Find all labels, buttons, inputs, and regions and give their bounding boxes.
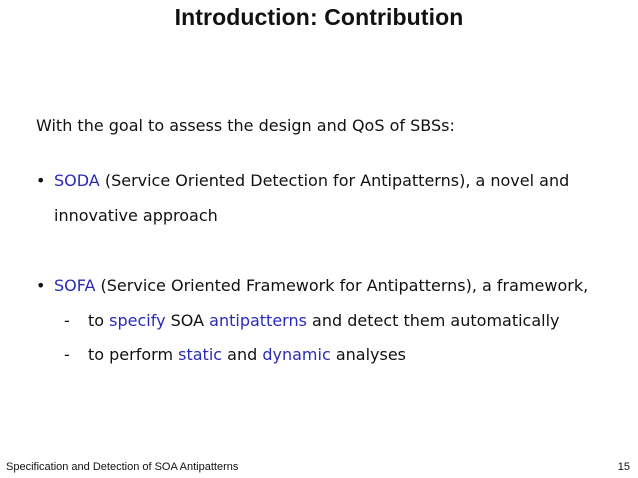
- sub-item-dash: -: [64, 345, 70, 364]
- keyword-soda: SODA: [54, 171, 100, 190]
- bullet-soda-body: [54, 171, 569, 190]
- slide-title: Introduction: Contribution: [174, 4, 464, 30]
- footer-title: Specification and Detection of SOA Antipatterns: [6, 461, 239, 473]
- sub-text: and detect them automatically: [306, 311, 560, 330]
- sub-item-analyses-body: [88, 345, 406, 364]
- keyword-static: static: [178, 345, 223, 364]
- bullet-sofa-body: [54, 276, 588, 295]
- sub-text: analyses: [330, 345, 407, 364]
- sub-item-specify-body: [88, 311, 560, 330]
- sub-text: to: [88, 311, 110, 330]
- keyword-sofa: SOFA: [54, 276, 96, 295]
- bullet-marker: •: [36, 171, 46, 190]
- sub-text: SOA: [165, 311, 210, 330]
- page-number: 15: [617, 461, 630, 473]
- sub-text: to perform: [88, 345, 179, 364]
- intro-text: With the goal to assess the design and QoS of SBSs:: [36, 116, 455, 135]
- bullet-sofa-text: (Service Oriented Framework for Antipatterns), a framework,: [95, 276, 589, 295]
- bullet-soda-continuation: innovative approach: [54, 206, 218, 225]
- bullet-marker: •: [36, 276, 46, 295]
- sub-item-dash: -: [64, 311, 70, 330]
- keyword-antipatterns: antipatterns: [209, 311, 307, 330]
- keyword-dynamic: dynamic: [262, 345, 331, 364]
- bullet-soda-text: (Service Oriented Detection for Antipatterns), a novel and: [99, 171, 570, 190]
- sub-text: and: [222, 345, 263, 364]
- keyword-specify: specify: [109, 311, 166, 330]
